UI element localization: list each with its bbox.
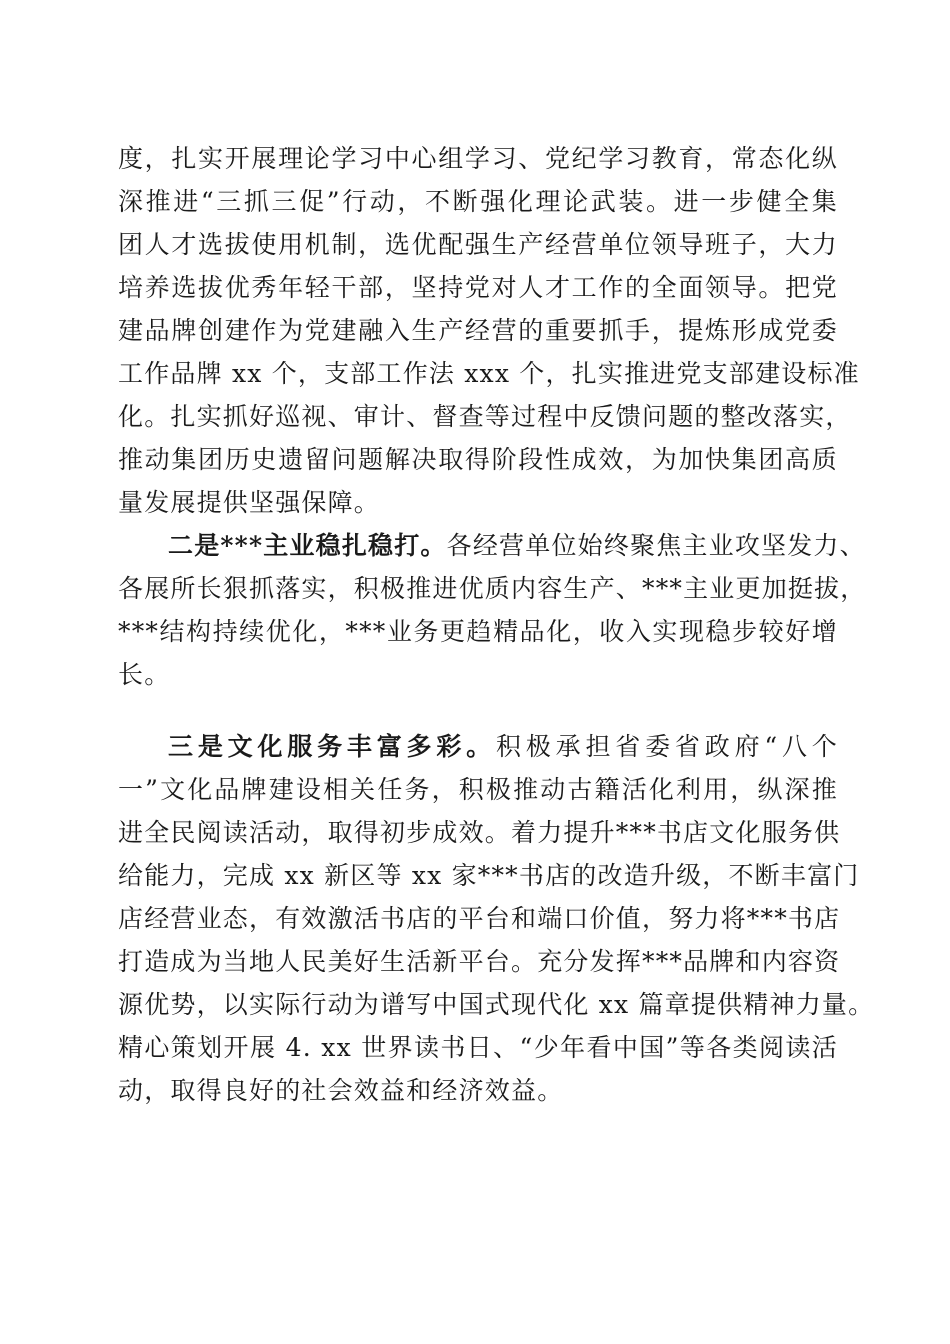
paragraph-3-line-8: 精心策划开展 4. xx 世界读书日、“少年看中国”等各类阅读活: [118, 1033, 838, 1062]
paragraph-3-line-2: 一”文化品牌建设相关任务，积极推动古籍活化利用，纵深推: [118, 775, 838, 804]
paragraph-1-line-3: 团人才选拔使用机制，选优配强生产经营单位领导班子，大力: [118, 230, 838, 259]
paragraph-3-line-4: 给能力，完成 xx 新区等 xx 家***书店的改造升级，不断丰富门: [118, 861, 860, 890]
paragraph-3-line-7: 源优势，以实际行动为谱写中国式现代化 xx 篇章提供精神力量。: [118, 990, 875, 1019]
paragraph-1-line-8: 推动集团历史遗留问题解决取得阶段性成效，为加快集团高质: [118, 445, 838, 474]
paragraph-3-line-3: 进全民阅读活动，取得初步成效。着力提升***书店文化服务供: [118, 818, 841, 847]
paragraph-3-line-1: [168, 727, 838, 767]
paragraph-3-heading: 三是文化服务丰富多彩。: [168, 732, 497, 761]
paragraph-1-line-1: 度，扎实开展理论学习中心组学习、党纪学习教育，常态化纵: [118, 144, 838, 173]
paragraph-3-line-1-text: 积极承担省委省政府“八个: [496, 732, 839, 761]
paragraph-3-line-9: 动，取得良好的社会效益和经济效益。: [118, 1076, 564, 1105]
paragraph-1-line-7: 化。扎实抓好巡视、审计、督查等过程中反馈问题的整改落实，: [118, 402, 852, 431]
paragraph-1-line-9: 量发展提供坚强保障。: [118, 488, 381, 517]
paragraph-2-line-4: 长。: [118, 660, 171, 689]
paragraph-3-line-6: 打造成为当地人民美好生活新平台。充分发挥***品牌和内容资: [118, 947, 841, 976]
paragraph-1-line-5: 建品牌创建作为党建融入生产经营的重要抓手，提炼形成党委: [118, 316, 838, 345]
paragraph-3-line-5: 店经营业态，有效激活书店的平台和端口价值，努力将***书店: [118, 904, 841, 933]
paragraph-2-heading: 二是***主业稳扎稳打。: [168, 531, 447, 560]
paragraph-1-line-2: 深推进“三抓三促”行动，不断强化理论武装。进一步健全集: [118, 187, 838, 216]
paragraph-2-line-1-text: 各经营单位始终聚焦主业攻坚发力、: [446, 531, 866, 560]
paragraph-2-line-2: 各展所长狠抓落实，积极推进优质内容生产、***主业更加挺拔，: [118, 574, 867, 603]
paragraph-1-line-6: 工作品牌 xx 个，支部工作法 xxx 个，扎实推进党支部建设标准: [118, 359, 860, 388]
paragraph-2-line-3: ***结构持续优化，***业务更趋精品化，收入实现稳步较好增: [118, 617, 838, 646]
paragraph-2-line-1: [168, 526, 866, 566]
paragraph-1-line-4: 培养选拔优秀年轻干部，坚持党对人才工作的全面领导。把党: [118, 273, 838, 302]
